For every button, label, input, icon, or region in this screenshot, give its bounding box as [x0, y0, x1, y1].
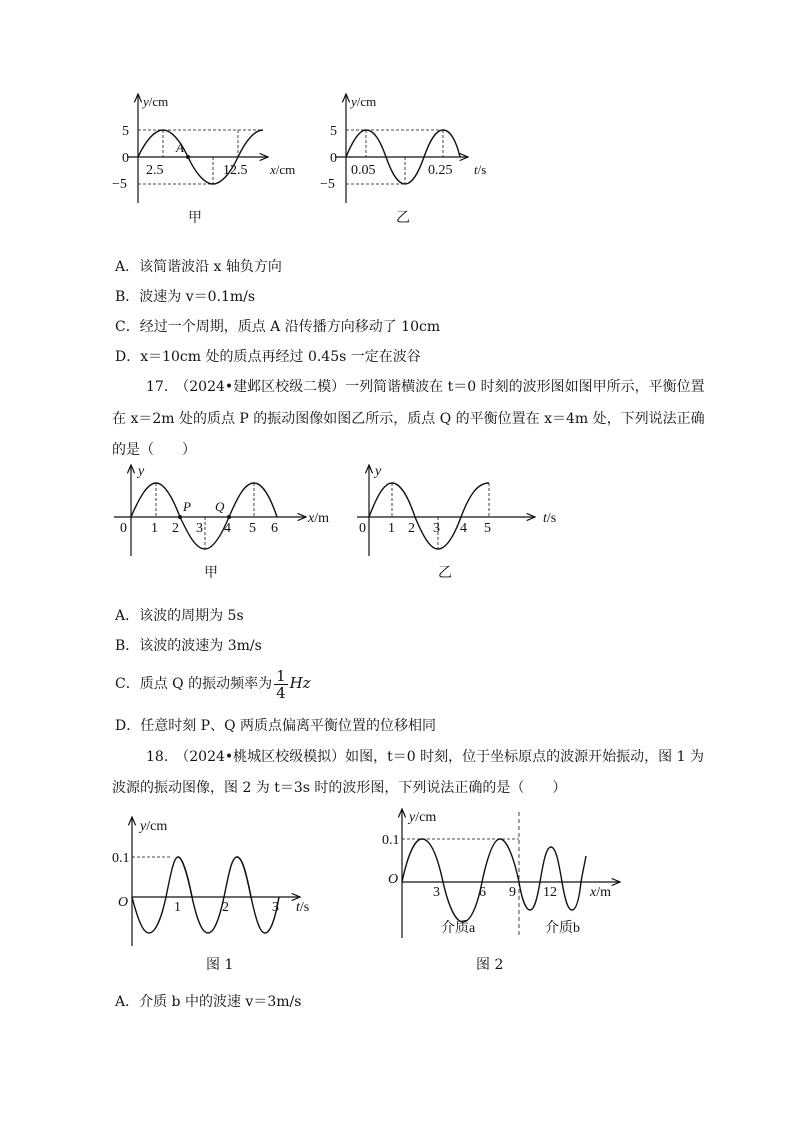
q18-fig2-caption: 图 2: [476, 957, 504, 973]
q16-option-a: A．该简谐波沿 x 轴负方向: [115, 259, 282, 275]
q17-wave-graph: [110, 460, 350, 560]
medium-b-label: 介质b: [545, 921, 580, 936]
x-tick: 1: [174, 900, 181, 915]
q16-option-d: D．x＝10cm 处的质点再经过 0.45s 一定在波谷: [115, 349, 421, 365]
q18-stem-line2: 波源的振动图像，图 2 为 t＝3s 时的波形图，下列说法正确的是（ ）: [112, 780, 567, 796]
svg-text:y/cm: y/cm: [143, 94, 169, 109]
x-tick: 5: [249, 521, 256, 536]
x-tick: 0.25: [428, 163, 453, 178]
x-tick: 3: [196, 521, 203, 536]
x-tick: 4: [224, 521, 231, 536]
y-tick: 5: [330, 124, 337, 139]
svg-text:x/cm: x/cm: [270, 162, 296, 177]
medium-a-label: 介质a: [441, 921, 476, 936]
y-tick: 5: [122, 124, 129, 139]
svg-text:y/cm: y/cm: [409, 810, 437, 825]
x-tick: 6: [479, 885, 486, 900]
point-label-p: P: [183, 499, 191, 514]
q18-fig1-graph: [110, 812, 340, 952]
origin-label: O: [118, 895, 129, 910]
y-tick: 0.1: [382, 833, 400, 848]
q17-stem-line3: 的是（ ）: [112, 442, 196, 458]
svg-text:y/cm: y/cm: [351, 94, 377, 109]
x-tick: 12.5: [223, 163, 248, 178]
q17-fig-right-caption: 乙: [438, 565, 452, 581]
x-tick: 3: [272, 900, 279, 915]
x-tick: 0: [120, 521, 127, 536]
q17-fig-left-caption: 甲: [204, 565, 218, 581]
unit-hz: Hz: [289, 674, 311, 692]
x-tick: 2.5: [146, 163, 164, 178]
y-tick: 0: [122, 151, 129, 166]
x-tick: 12: [543, 885, 557, 900]
origin-label: O: [388, 872, 399, 887]
q18-fig2-graph: [375, 804, 655, 944]
x-tick: 0: [359, 521, 366, 536]
y-tick: 0: [330, 151, 337, 166]
svg-text:t/s: t/s: [296, 900, 310, 915]
fig16-right-graph: [320, 88, 518, 213]
svg-text:x/m: x/m: [590, 885, 611, 900]
svg-text:y: y: [375, 464, 382, 479]
x-tick: 4: [460, 521, 467, 536]
x-tick: 1: [151, 521, 158, 536]
x-tick: 5: [484, 521, 491, 536]
fig16-left-caption: 甲: [188, 210, 202, 226]
q18-stem-line1: 18. （2024•桃城区校级模拟）如图，t＝0 时刻，位于坐标原点的波源开始振动，图 1 为: [146, 749, 704, 765]
y-tick: −5: [320, 177, 335, 192]
q18-option-a: A．介质 b 中的波速 v＝3m/s: [115, 994, 302, 1010]
x-tick: 3: [433, 885, 440, 900]
x-tick: 9: [509, 885, 516, 900]
x-tick: 3: [433, 521, 440, 536]
point-label-q: Q: [215, 499, 225, 514]
point-label-a: A: [176, 140, 184, 155]
q17-option-c-text: C．质点 Q 的振动频率为: [115, 676, 273, 692]
q18-fig1-caption: 图 1: [206, 957, 234, 973]
wave-curve: [131, 483, 277, 549]
y-tick: −5: [112, 177, 127, 192]
svg-text:t/s: t/s: [543, 511, 557, 526]
q16-option-c: C．经过一个周期，质点 A 沿传播方向移动了 10cm: [115, 319, 441, 335]
x-tick: 0.05: [351, 163, 376, 178]
x-tick: 6: [271, 521, 278, 536]
q16-option-b: B．波速为 v＝0.1m/s: [115, 289, 256, 305]
q17-option-a: A．该波的周期为 5s: [115, 608, 244, 624]
vibration-curve: [132, 857, 279, 933]
svg-text:x/m: x/m: [308, 511, 329, 526]
fig16-left-graph: [112, 88, 310, 213]
y-tick: 0.1: [112, 851, 130, 866]
x-tick: 2: [408, 521, 415, 536]
svg-text:t/s: t/s: [474, 162, 487, 177]
q17-option-d: D．任意时刻 P、Q 两质点偏离平衡位置的位移相同: [115, 718, 437, 734]
svg-text:y: y: [138, 464, 145, 479]
wave-curve: [402, 839, 586, 922]
vibration-curve: [369, 483, 489, 549]
x-tick: 2: [222, 900, 229, 915]
q17-option-b: B．该波的波速为 3m/s: [115, 638, 262, 654]
fig16-right-caption: 乙: [396, 210, 410, 226]
q17-stem-line1: 17. （2024•建邺区校级二模）一列简谐横波在 t＝0 时刻的波形图如图甲所示，平衡位置: [146, 379, 705, 395]
q17-vibration-graph: [353, 460, 573, 560]
x-tick: 1: [388, 521, 395, 536]
fraction: $\frac{1}{4}$: [276, 666, 286, 702]
q17-stem-line2: 在 x＝2m 处的质点 P 的振动图像如图乙所示，质点 Q 的平衡位置在 x＝4m 处，下列说法正确: [112, 411, 705, 427]
q17-option-c: [115, 665, 311, 702]
x-tick: 2: [172, 521, 179, 536]
svg-text:y/cm: y/cm: [140, 819, 168, 834]
